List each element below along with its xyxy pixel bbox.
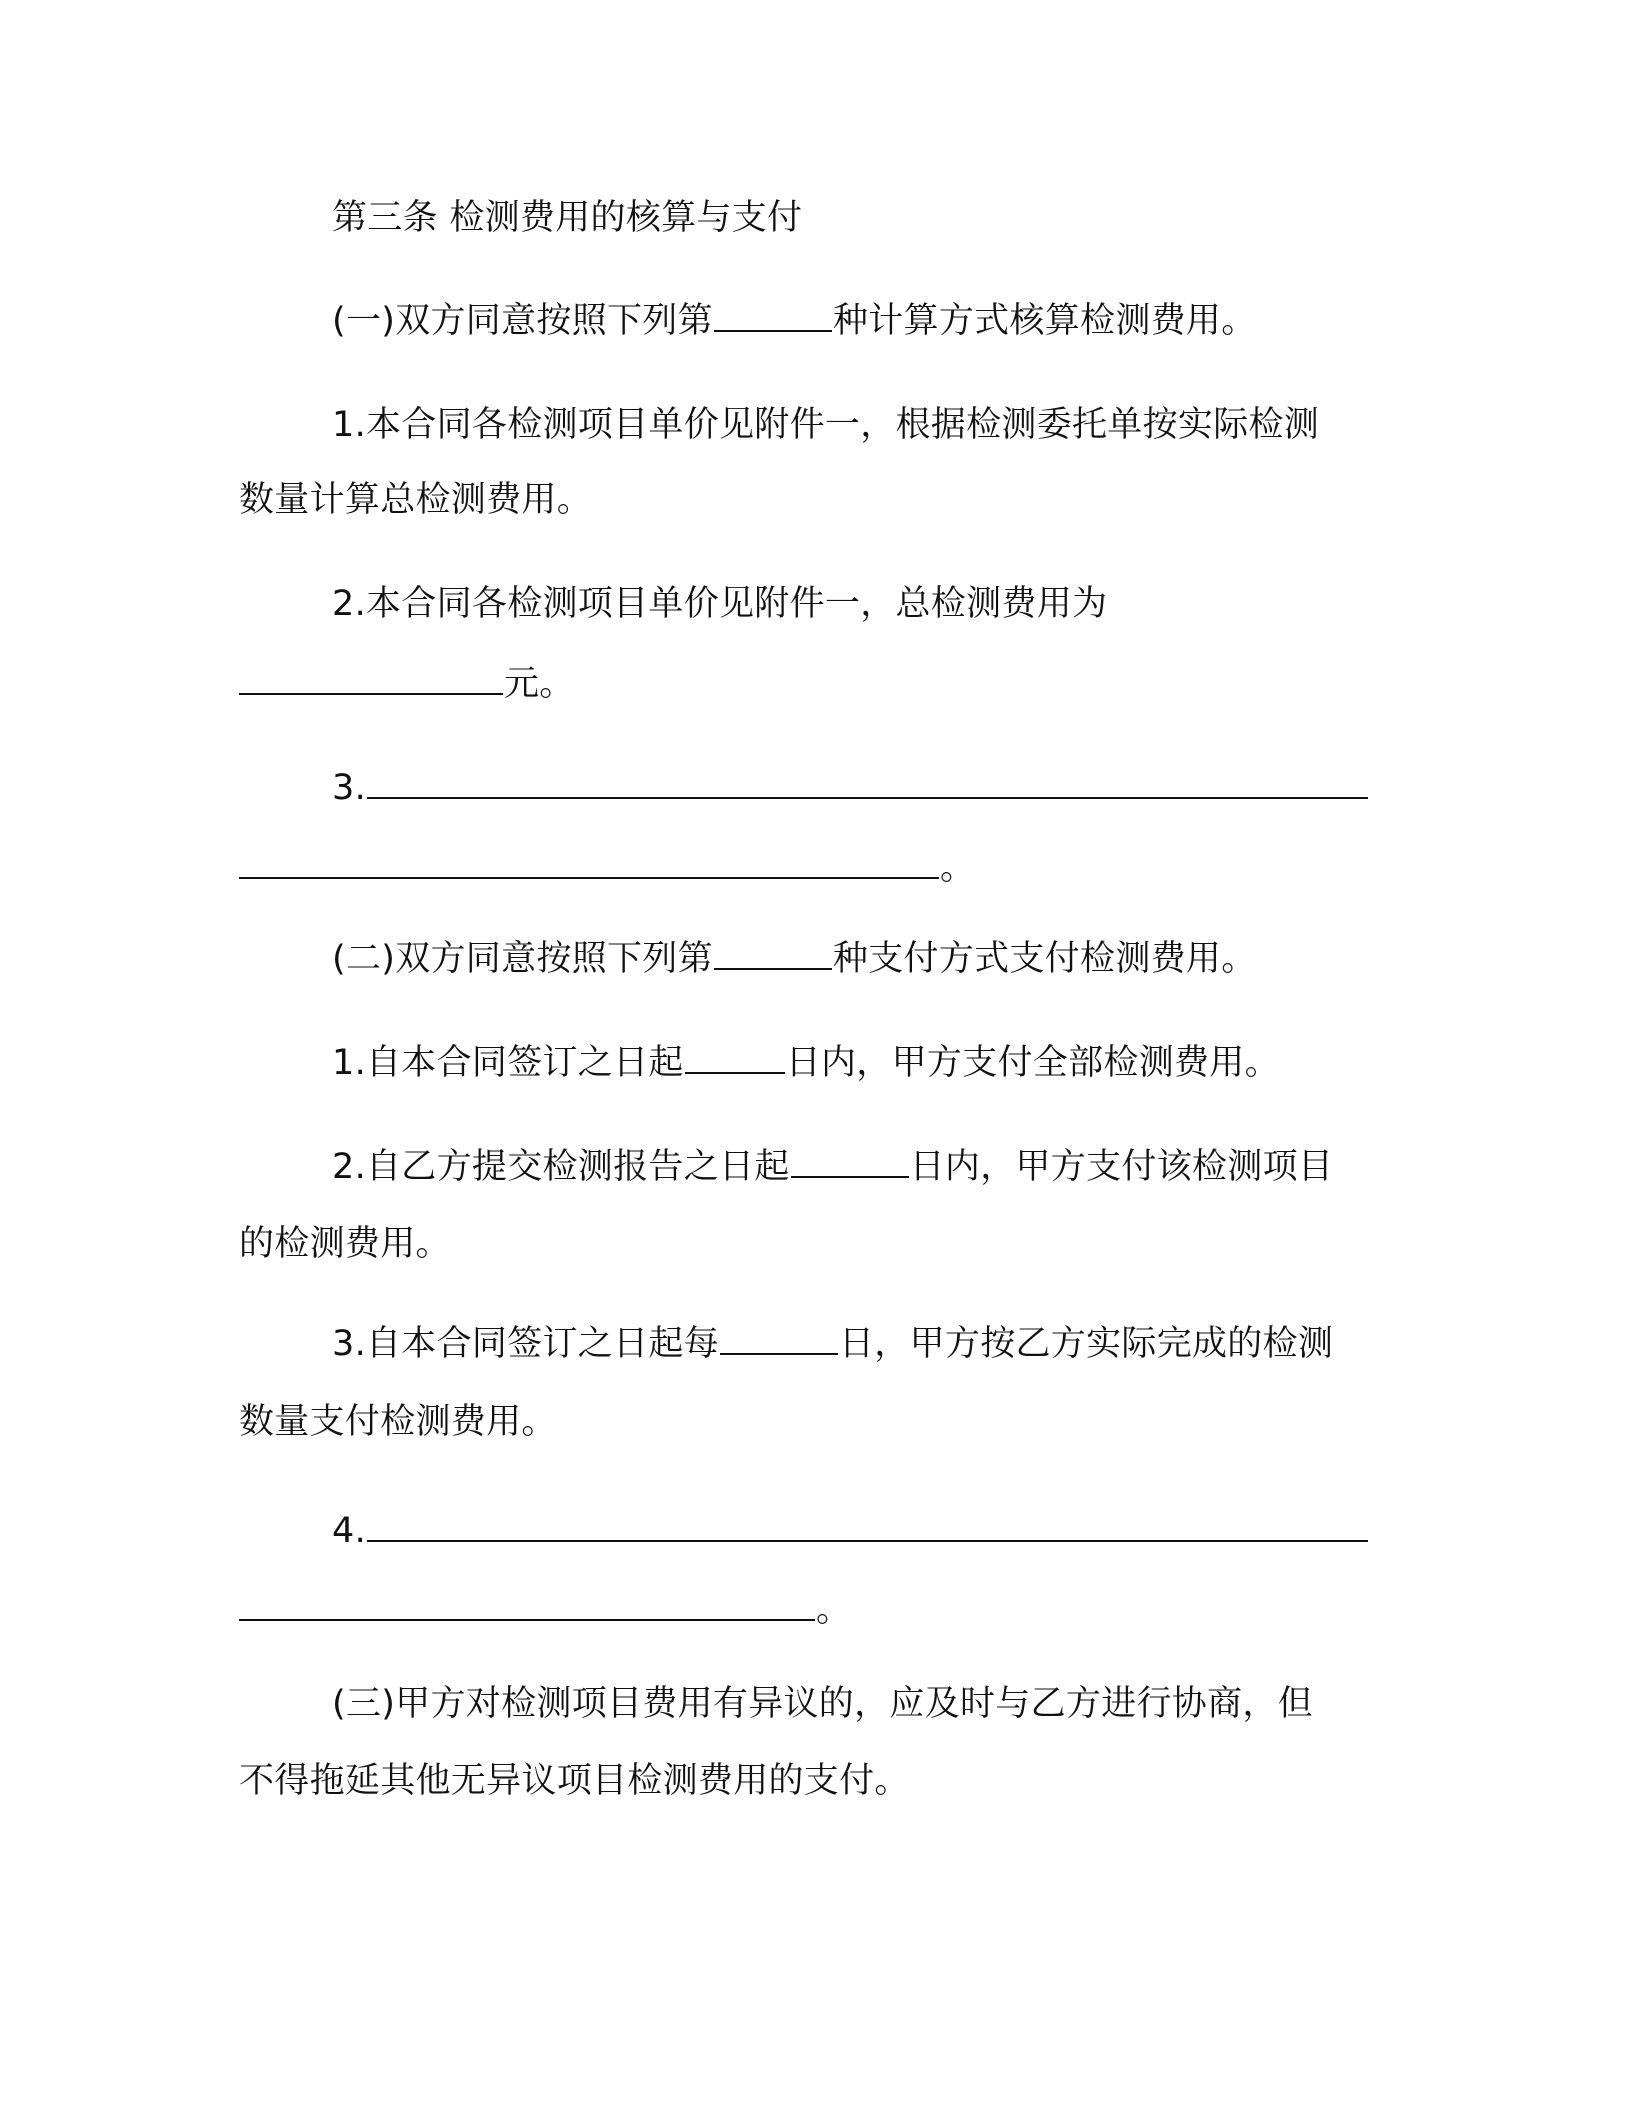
other-payment-blank-line2 (239, 1589, 815, 1621)
section-one-item2-line1-text: 2.本合同各检测项目单价见附件一，总检测费用为 (332, 584, 1108, 624)
payment-method-blank (714, 938, 832, 970)
section-one-item3-prefix: 3. (332, 768, 366, 808)
article-heading (332, 196, 802, 240)
section-one-item3-line2 (239, 846, 975, 890)
section-one-intro-after: 种计算方式核算检测费用。 (832, 301, 1257, 341)
section-two-item1-after: 日内，甲方支付全部检测费用。 (785, 1043, 1280, 1083)
section-three-line2-text: 不得拖延其他无异议项目检测费用的支付。 (239, 1761, 910, 1801)
section-two-item3-line2-text: 数量支付检测费用。 (239, 1402, 557, 1442)
section-two-intro (332, 937, 1257, 981)
section-two-item1-before: 1.自本合同签订之日起 (332, 1043, 684, 1083)
section-one-item3-line1 (332, 766, 1369, 810)
section-three-line1 (332, 1682, 1313, 1726)
section-two-intro-after: 种支付方式支付检测费用。 (832, 939, 1257, 979)
section-two-item2-line2 (239, 1222, 451, 1266)
section-one-item1-line2-text: 数量计算总检测费用。 (239, 480, 593, 520)
section-two-item3-line2 (239, 1400, 557, 1444)
section-two-item2-line1 (332, 1145, 1333, 1189)
section-three-line1-text: (三)甲方对检测项目费用有异议的，应及时与乙方进行协商，但 (332, 1684, 1314, 1724)
section-one-item1-line1 (332, 403, 1319, 447)
section-two-item1 (332, 1041, 1280, 1085)
total-fee-blank (239, 663, 503, 695)
section-one-item2-line2-text: 元。 (504, 664, 575, 704)
section-one-item1-line1-text: 1.本合同各检测项目单价见附件一，根据检测委托单按实际检测 (332, 405, 1320, 445)
section-two-item3-after: 日，甲方按乙方实际完成的检测 (839, 1324, 1334, 1364)
section-two-item2-before: 2.自乙方提交检测报告之日起 (332, 1147, 790, 1187)
other-calculation-blank-line1 (367, 767, 1368, 799)
section-two-intro-before: (二)双方同意按照下列第 (332, 939, 713, 979)
article-heading-text: 第三条 检测费用的核算与支付 (332, 198, 803, 238)
section-two-item4-end: 。 (816, 1590, 852, 1630)
section-one-item2-line1 (332, 582, 1107, 626)
calculation-method-blank (714, 300, 832, 332)
other-calculation-blank-line2 (239, 847, 939, 879)
section-one-item1-line2 (239, 478, 592, 522)
section-three-line2 (239, 1759, 910, 1803)
full-payment-days-blank (685, 1042, 785, 1074)
section-two-item4-line2 (239, 1588, 851, 1632)
section-one-intro-before: (一)双方同意按照下列第 (332, 301, 713, 341)
report-payment-days-blank (791, 1146, 909, 1178)
periodic-payment-days-blank (720, 1323, 838, 1355)
section-two-item2-after: 日内，甲方支付该检测项目 (909, 1147, 1334, 1187)
section-two-item4-line1 (332, 1509, 1369, 1553)
section-one-item2-line2 (239, 662, 575, 706)
section-two-item2-line2-text: 的检测费用。 (239, 1224, 451, 1264)
section-two-item3-before: 3.自本合同签订之日起每 (332, 1324, 719, 1364)
section-one-item3-end: 。 (940, 848, 976, 888)
section-two-item3-line1 (332, 1322, 1333, 1366)
section-two-item4-prefix: 4. (332, 1511, 366, 1551)
other-payment-blank-line1 (367, 1510, 1368, 1542)
section-one-intro (332, 299, 1257, 343)
